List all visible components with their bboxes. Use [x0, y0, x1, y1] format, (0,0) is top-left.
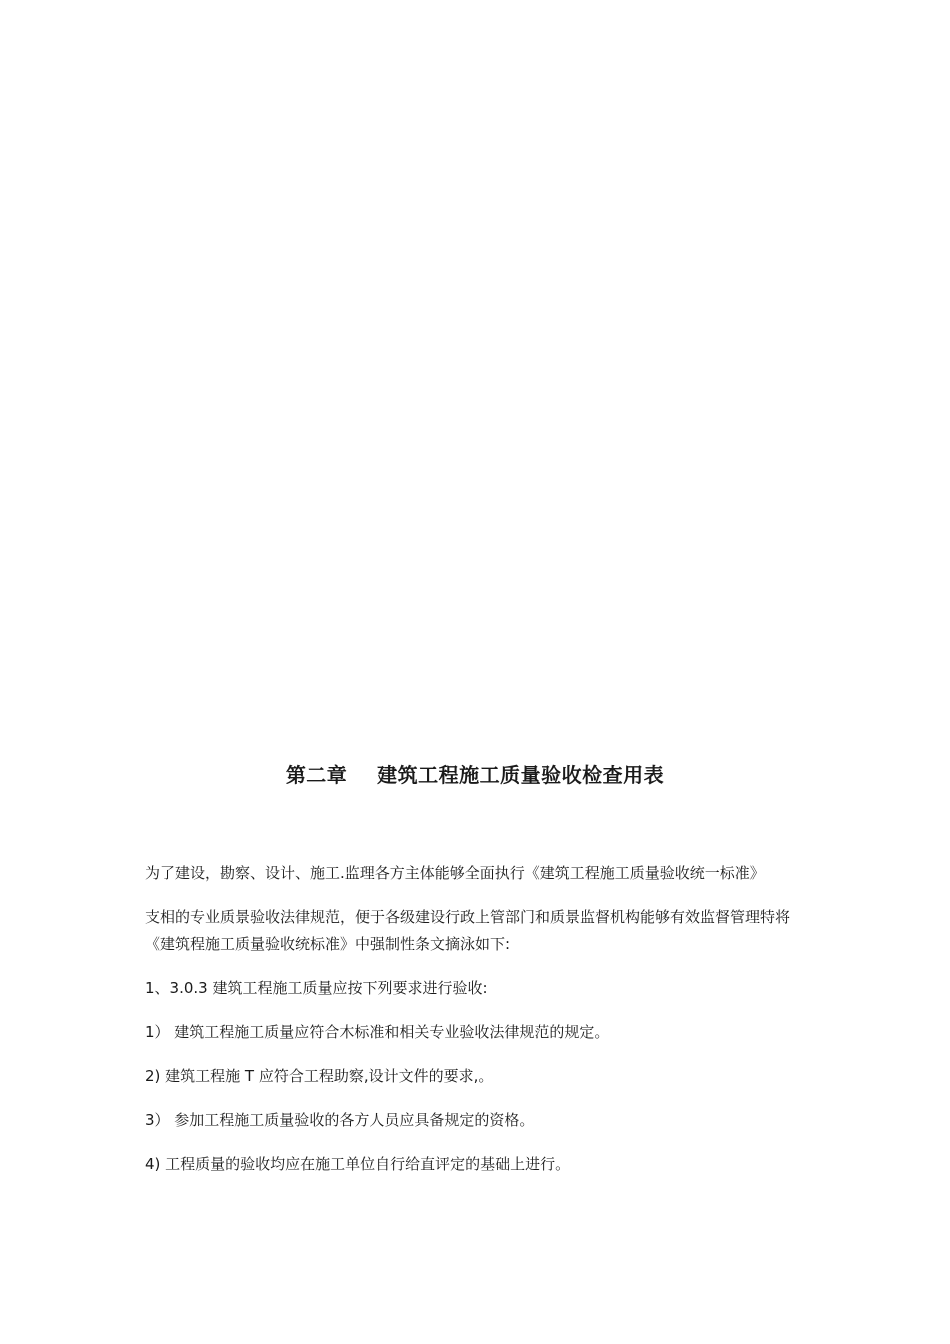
- paragraph-item-2: 2) 建筑工程施 T 应符合工程助察,设计文件的要求,。: [145, 1067, 494, 1085]
- paragraph-purpose: 支相的专业质景验收法律规范，便于各级建设行政上管部门和质景监督机构能够有效监督管理特将《建筑程施工质量验收统标准》中强制性条文摘泳如下:: [145, 908, 791, 953]
- paragraph-clause-heading: 1、3.0.3 建筑工程施工质量应按下列要求进行验收:: [145, 979, 488, 997]
- chapter-title: 第二章 建筑工程施工质量验收检查用表: [285, 763, 665, 787]
- paragraph-item-3: 3） 参加工程施工质量验收的各方人员应具备规定的资格。: [145, 1111, 535, 1129]
- paragraph-intro: 为了建设，勘察、设计、施工.监理各方主体能够全面执行《建筑工程施工质量验收统一标准》: [145, 864, 765, 882]
- body-text: [145, 860, 810, 1195]
- paragraph-item-4: 4) 工程质量的验收均应在施工单位自行给直评定的基础上进行。: [145, 1155, 571, 1173]
- paragraph-item-1: 1） 建筑工程施工质量应符合木标准和相关专业验收法律规范的规定。: [145, 1023, 610, 1041]
